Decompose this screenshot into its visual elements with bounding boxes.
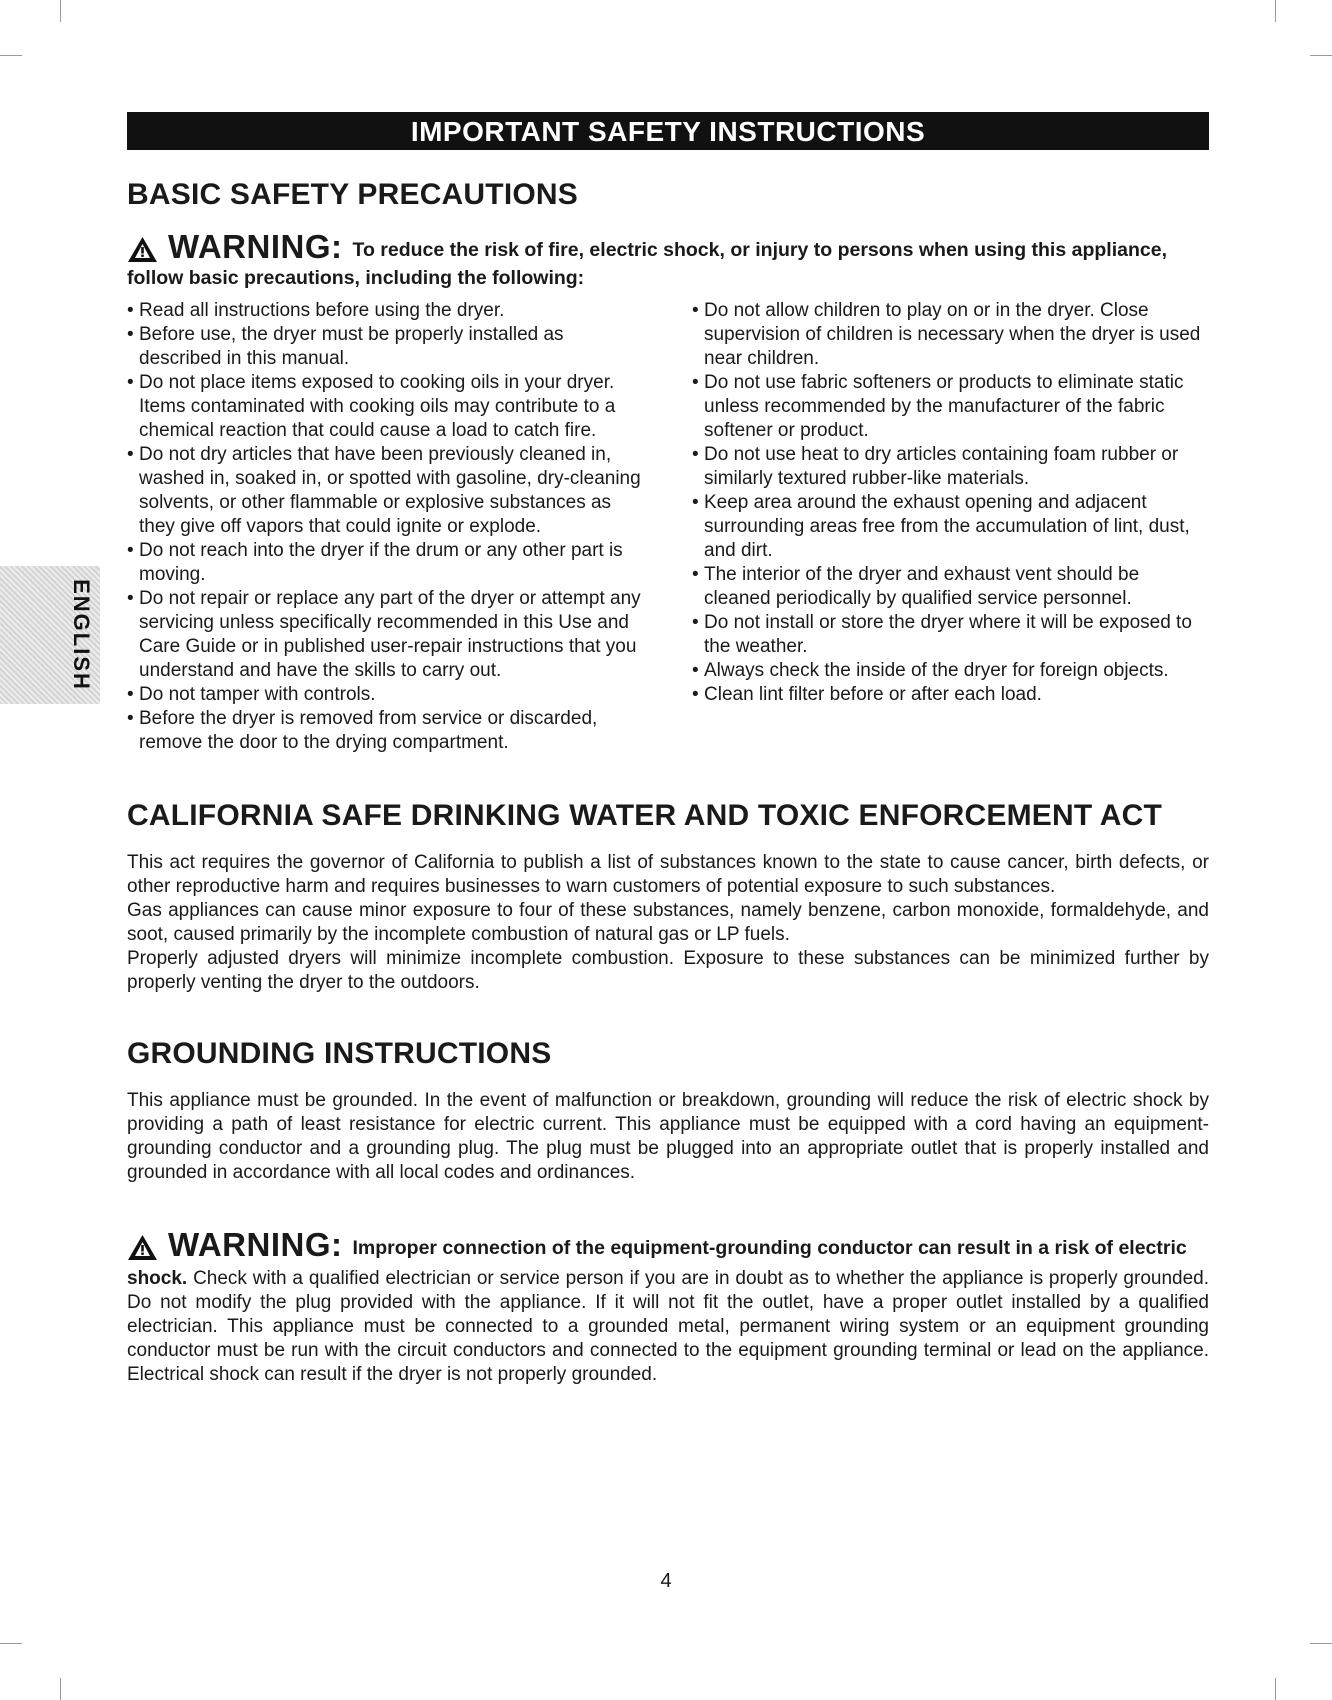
bullet-icon: • (692, 684, 699, 705)
precautions-columns (127, 299, 1209, 755)
language-tab-label: ENGLISH (69, 579, 95, 691)
warning-text: Improper connection of the equipment-grounding conductor can result in a risk of electric (352, 1237, 1187, 1259)
list-item-text: Before use, the dryer must be properly installed as described in this manual. (139, 324, 564, 369)
bullet-icon: • (692, 444, 699, 465)
paragraph: Properly adjusted dryers will minimize incomplete combustion. Exposure to these substances can be minimized further by properly venting the dryer to the outdoors. (127, 948, 1209, 993)
grounding-body (127, 1089, 1209, 1185)
crop-mark (0, 55, 22, 56)
list-item (127, 707, 647, 755)
basic-warning (127, 228, 1209, 265)
page-banner: IMPORTANT SAFETY INSTRUCTIONS (127, 112, 1209, 150)
list-item (692, 611, 1209, 659)
warning-label: WARNING: (168, 228, 343, 265)
list-item (692, 683, 1209, 707)
california-act-body (127, 851, 1209, 995)
bullet-icon: • (127, 540, 134, 561)
list-item-text: Do not reach into the dryer if the drum or any other part is moving. (139, 540, 623, 585)
warning-body-text: Check with a qualified electrician or service person if you are in doubt as to whether the appliance is properly grounded. Do not modify the plug provided with the appliance. If it will not fit the outlet, have a proper outlet installed by a qualified electrician. This appliance must be connected to a grounded metal, permanent wiring system or an equipment grounding conductor must be run with the circuit conductors and connected to the equipment grounding terminal or lead on the appliance. Electrical shock can result if the dryer is not properly grounded. (127, 1268, 1209, 1385)
list-item-text: Do not use heat to dry articles containing foam rubber or similarly textured rubber-like materials. (704, 444, 1179, 489)
list-item-text: The interior of the dryer and exhaust vent should be cleaned periodically by qualified service personnel. (704, 564, 1140, 609)
grounding-warning-body (127, 1267, 1209, 1387)
list-item (692, 443, 1209, 491)
precautions-left-column (127, 299, 647, 755)
list-item-text: Do not use fabric softeners or products to eliminate static unless recommended by the manufacturer of the fabric softener or product. (704, 372, 1184, 441)
bullet-icon: • (692, 660, 699, 681)
paragraph: This act requires the governor of California to publish a list of substances known to the state to cause cancer, birth defects, or other reproductive harm and requires businesses to warn customers of potential exposure to such substances. (127, 852, 1209, 897)
paragraph: Gas appliances can cause minor exposure to four of these substances, namely benzene, carbon monoxide, formaldehyde, and soot, caused primarily by the incomplete combustion of natural gas or LP fuels. (127, 900, 1209, 945)
list-item-text: Keep area around the exhaust opening and adjacent surrounding areas free from the accumulation of lint, dust, and dirt. (704, 492, 1190, 561)
warning-triangle-icon (127, 236, 158, 263)
page-content (127, 112, 1209, 1387)
bullet-icon: • (127, 300, 134, 321)
list-item (692, 299, 1209, 371)
list-item (127, 539, 647, 587)
list-item (692, 563, 1209, 611)
bullet-icon: • (692, 564, 699, 585)
warning-triangle-icon (127, 1234, 158, 1261)
warning-text: To reduce the risk of fire, electric shock, or injury to persons when using this appliance, (352, 239, 1167, 261)
list-item-text: Read all instructions before using the dryer. (139, 300, 505, 321)
warning-continuation: follow basic precautions, including the following: (127, 267, 585, 289)
bullet-icon: • (127, 684, 134, 705)
crop-mark (1275, 0, 1276, 22)
bullet-icon: • (127, 444, 134, 465)
paragraph: This appliance must be grounded. In the event of malfunction or breakdown, grounding will reduce the risk of electric shock by providing a path of least resistance for electric current. This appliance must be equipped with a cord having an equipment-grounding conductor and a grounding plug. The plug must be plugged into an appropriate outlet that is properly installed and grounded in accordance with all local codes and ordinances. (127, 1090, 1209, 1183)
list-item-text: Do not allow children to play on or in the dryer. Close supervision of children is necessary when the dryer is used near children. (704, 300, 1201, 369)
list-item (127, 323, 647, 371)
list-item (127, 371, 647, 443)
bullet-icon: • (692, 300, 699, 321)
crop-mark (60, 1678, 61, 1700)
bullet-icon: • (127, 324, 134, 345)
list-item (127, 443, 647, 539)
list-item-text: Clean lint filter before or after each load. (704, 684, 1042, 705)
bullet-icon: • (692, 492, 699, 513)
list-item (692, 491, 1209, 563)
grounding-heading: GROUNDING INSTRUCTIONS (127, 1037, 552, 1070)
crop-mark (60, 0, 61, 22)
list-item-text: Do not tamper with controls. (139, 684, 376, 705)
crop-mark (1310, 55, 1332, 56)
list-item (127, 683, 647, 707)
language-tab (66, 575, 96, 695)
list-item (127, 587, 647, 683)
list-item-text: Before the dryer is removed from service or discarded, remove the door to the drying compartment. (139, 708, 598, 753)
bullet-icon: • (127, 708, 134, 729)
list-item-text: Always check the inside of the dryer for foreign objects. (704, 660, 1169, 681)
california-act-heading: CALIFORNIA SAFE DRINKING WATER AND TOXIC ENFORCEMENT ACT (127, 799, 1163, 832)
crop-mark (0, 1643, 22, 1644)
grounding-warning-title (127, 1226, 1209, 1263)
list-item (127, 299, 647, 323)
grounding-warning (127, 1226, 1209, 1387)
precautions-right-column (692, 299, 1209, 755)
warning-label: WARNING: (168, 1226, 343, 1263)
bullet-icon: • (127, 588, 134, 609)
list-item-text: Do not place items exposed to cooking oils in your dryer. Items contaminated with cooking oils may contribute to a chemical reaction that could cause a load to catch fire. (139, 372, 616, 441)
crop-mark (1310, 1643, 1332, 1644)
crop-mark (1275, 1678, 1276, 1700)
list-item-text: Do not repair or replace any part of the dryer or attempt any servicing unless specifically recommended in this Use and Care Guide or in published user-repair instructions that you understand and have the skills to carry out. (139, 588, 641, 681)
basic-safety-heading: BASIC SAFETY PRECAUTIONS (127, 178, 578, 211)
list-item-text: Do not dry articles that have been previously cleaned in, washed in, soaked in, or spotted with gasoline, dry-cleaning solvents, or other flammable or explosive substances as they give off vapors that could ignite or explode. (139, 444, 641, 537)
list-item-text: Do not install or store the dryer where it will be exposed to the weather. (704, 612, 1192, 657)
page-number: 4 (660, 1570, 672, 1592)
bullet-icon: • (692, 372, 699, 393)
list-item (692, 659, 1209, 683)
bullet-icon: • (692, 612, 699, 633)
list-item (692, 371, 1209, 443)
warning-lead: shock. (127, 1268, 188, 1289)
bullet-icon: • (127, 372, 134, 393)
